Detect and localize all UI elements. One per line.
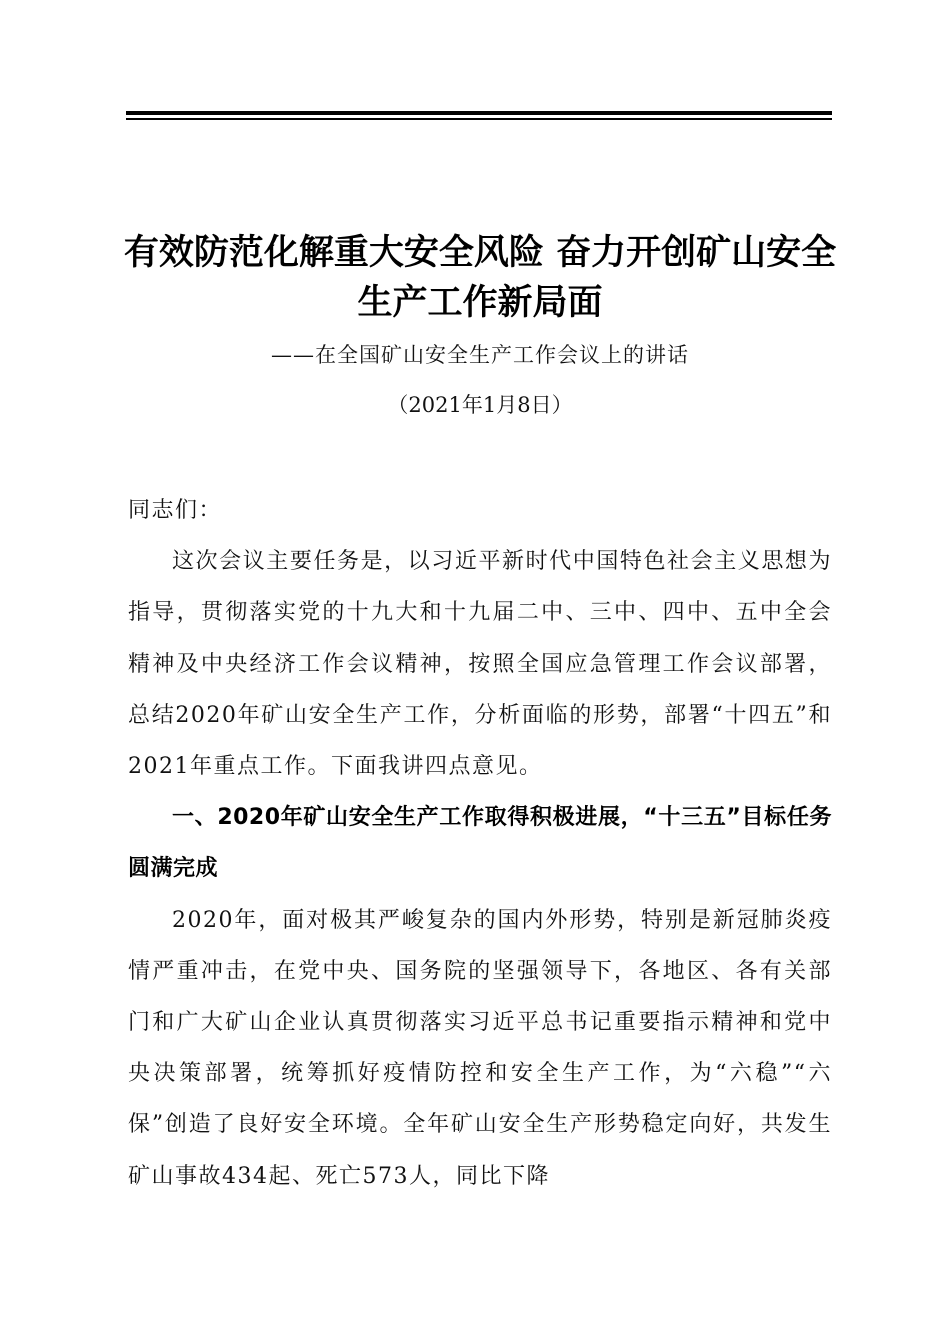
document-body xyxy=(128,485,832,1202)
header-rule-thin xyxy=(126,118,832,120)
header-rule-thick xyxy=(126,111,832,115)
document-subtitle: ——在全国矿山安全生产工作会议上的讲话 xyxy=(271,343,689,367)
document-title: 有效防范化解重大安全风险 奋力开创矿山安全生产工作新局面 xyxy=(123,233,837,323)
section-heading: 一、2020年矿山安全生产工作取得积极进展，“十三五”目标任务圆满完成 xyxy=(128,805,832,882)
body-paragraph: 这次会议主要任务是，以习近平新时代中国特色社会主义思想为指导，贯彻落实党的十九大和十九届二中、三中、四中、五中全会精神及中央经济工作会议精神，按照全国应急管理工作会议部署，总结2020年矿山安全生产工作，分析面临的形势，部署“十四五”和2021年重点工作。下面我讲四点意见。 xyxy=(128,549,832,780)
document-date: （2021年1月8日） xyxy=(387,393,573,417)
salutation: 同志们： xyxy=(128,498,223,523)
section-paragraph: 2020年，面对极其严峻复杂的国内外形势，特别是新冠肺炎疫情严重冲击，在党中央、国务院的坚强领导下，各地区、各有关部门和广大矿山企业认真贯彻落实习近平总书记重要指示精神和党中央决策部署，统筹抓好疫情防控和安全生产工作，为“六稳”“六保”创造了良好安全环境。全年矿山安全生产形势稳定向好，共发生矿山事故434起、死亡573人，同比下降 xyxy=(128,907,832,1189)
